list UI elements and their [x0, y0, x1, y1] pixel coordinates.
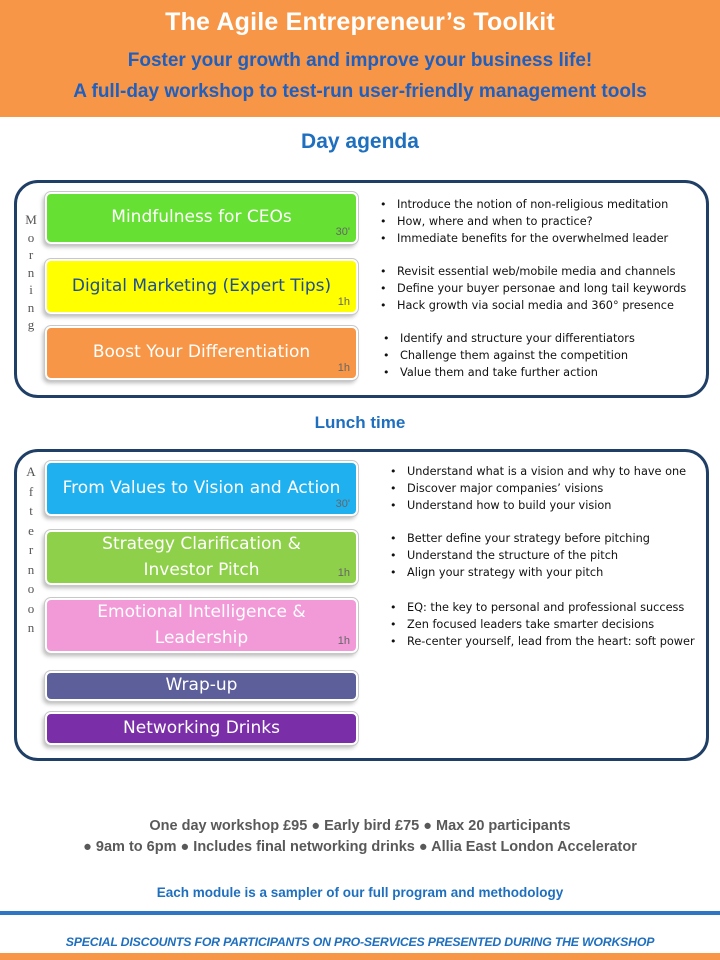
module-title-line: Investor Pitch — [143, 559, 260, 580]
header-banner — [0, 0, 720, 117]
module-title: Digital Marketing (Expert Tips) — [71, 275, 332, 296]
module-strategy-clarification — [45, 530, 358, 585]
bullet-item: • EQ: the key to personal and professional success — [388, 599, 695, 616]
bullet-item: • Zen focused leaders take smarter decisions — [388, 616, 695, 633]
module-title-line: Emotional Intelligence & — [97, 602, 306, 622]
workshop-pricing-info: One day workshop £95 ● Early bird £75 ● Max 20 participants — [149, 818, 571, 834]
afternoon-letter: n — [27, 561, 35, 577]
morning-letter: g — [27, 317, 35, 332]
module-title: Boost Your Differentiation — [92, 342, 311, 363]
special-discounts-banner: SPECIAL DISCOUNTS FOR PARTICIPANTS ON PRO-SERVICES PRESENTED DURING THE WORKSHOP — [65, 935, 655, 949]
morning-letter: i — [29, 282, 33, 297]
module-duration: 1h — [337, 361, 350, 374]
module-digital-marketing — [45, 259, 358, 314]
afternoon-letter: o — [27, 581, 35, 596]
bullet-item: • Revisit essential web/mobile media and channels — [378, 263, 686, 280]
lunch-label: Lunch time — [314, 413, 406, 432]
module-duration: 30' — [335, 225, 350, 238]
bullet-item: • Re-center yourself, lead from the heart: soft power — [388, 633, 695, 650]
module-title: From Values to Vision and Action — [62, 477, 341, 498]
module-title: Mindfulness for CEOs — [111, 207, 292, 228]
afternoon-letter: A — [26, 464, 36, 479]
bullet-item: • Immediate benefits for the overwhelmed leader — [378, 230, 668, 247]
bullet-item: • Value them and take further action — [381, 364, 635, 381]
afternoon-letter: t — [29, 503, 33, 518]
morning-letter: n — [27, 299, 35, 315]
module-bullet-list — [388, 463, 686, 514]
bullet-item: • Identify and structure your differentiators — [381, 330, 635, 347]
bullet-item: • Understand how to build your vision — [388, 497, 686, 514]
module-bullet-list — [388, 599, 695, 650]
module-title — [102, 532, 301, 583]
morning-letter: o — [27, 229, 35, 245]
afternoon-letter: r — [28, 542, 34, 557]
agenda-title: Day agenda — [301, 130, 419, 153]
module-title-line: Strategy Clarification & — [102, 534, 301, 554]
morning-letter: M — [25, 212, 37, 227]
bullet-item: • Challenge them against the competition — [381, 347, 635, 364]
afternoon-letter: f — [28, 483, 34, 499]
bullet-item: • Hack growth via social media and 360° presence — [378, 297, 686, 314]
afternoon-side-label — [22, 462, 40, 638]
workshop-logistics-info: ● 9am to 6pm ● Includes final networking drinks ● Allia East London Accelerator — [83, 839, 637, 855]
module-bullet-list — [388, 530, 650, 581]
module-bullet-list — [378, 196, 668, 247]
bullet-item: • Define your buyer personae and long tail keywords — [378, 280, 686, 297]
header-subtitle-1: Foster your growth and improve your business life! — [127, 50, 593, 71]
morning-side-label — [22, 211, 40, 334]
module-title: Networking Drinks — [123, 717, 280, 738]
module-boost-differentiation — [45, 326, 358, 380]
module-bullet-list — [378, 263, 686, 314]
page-title: The Agile Entrepreneur’s Toolkit — [165, 8, 555, 36]
module-duration: 1h — [337, 634, 350, 647]
module-duration: 30' — [335, 497, 350, 510]
bullet-item: • Align your strategy with your pitch — [388, 564, 650, 581]
bullet-item: • Understand what is a vision and why to have one — [388, 463, 686, 480]
bottom-bar — [0, 953, 720, 960]
morning-letter: r — [28, 247, 34, 262]
module-networking-drinks — [45, 712, 358, 745]
afternoon-letter: e — [28, 522, 34, 538]
afternoon-letter: n — [27, 620, 35, 635]
sampler-note: Each module is a sampler of our full program and methodology — [156, 885, 564, 900]
module-title: Wrap-up — [165, 675, 238, 696]
morning-letter: n — [27, 264, 35, 280]
module-emotional-intelligence — [45, 598, 358, 653]
header-subtitle-2: A full-day workshop to test-run user-friendly management tools — [73, 81, 647, 102]
bullet-item: • Discover major companies’ visions — [388, 480, 686, 497]
module-bullet-list — [381, 330, 635, 381]
bullet-item: • Better define your strategy before pitching — [388, 530, 650, 547]
module-wrap-up — [45, 671, 358, 701]
bullet-item: • Introduce the notion of non-religious meditation — [378, 196, 668, 213]
bullet-item: • How, where and when to practice? — [378, 213, 668, 230]
bullet-item: • Understand the structure of the pitch — [388, 547, 650, 564]
afternoon-letter: o — [27, 600, 35, 616]
module-title-line: Leadership — [154, 627, 249, 648]
module-mindfulness-for-ceos — [45, 192, 358, 244]
module-values-to-vision — [45, 461, 358, 516]
divider-line — [0, 911, 720, 915]
module-title — [97, 600, 305, 651]
module-duration: 1h — [337, 566, 350, 579]
module-duration: 1h — [337, 295, 350, 308]
